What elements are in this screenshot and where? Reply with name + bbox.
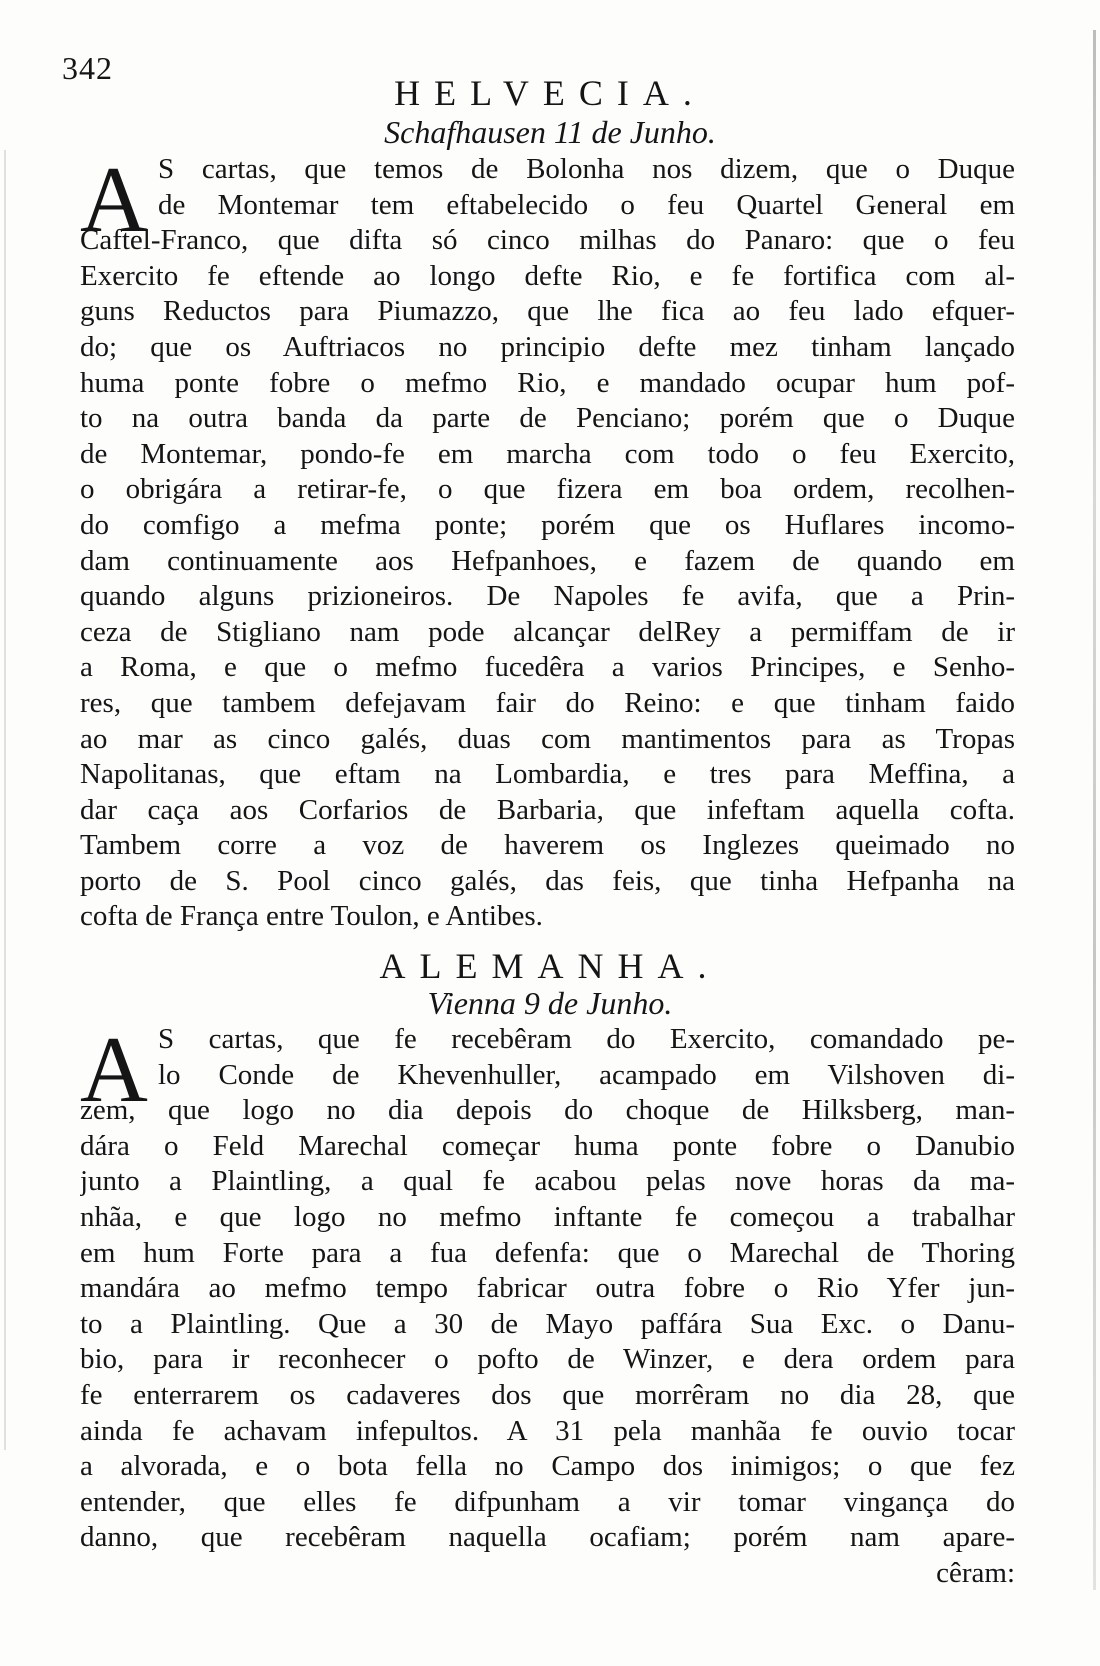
- text-line: cofta de França entre Toulon, e Antibes.: [80, 900, 543, 933]
- text-line: S cartas, que fe recebêram do Exercito, comandado pe-: [158, 1023, 1015, 1055]
- text-line: S cartas, que temos de Bolonha nos dizem, que o Duque: [158, 153, 1015, 185]
- text-line: junto a Plaintling, a qual fe acabou pelas nove horas da ma-: [80, 1165, 1015, 1198]
- section-title-helvecia: HELVECIA.: [394, 73, 706, 113]
- text-line: res, que tambem defejavam fair do Reino: e que tinham faido: [80, 686, 1015, 719]
- section-title-alemanha: ALEMANHA.: [379, 946, 721, 986]
- text-line: quando alguns prizioneiros. De Napoles fe avifa, que a Prin-: [80, 580, 1015, 613]
- text-line: a alvorada, e o bota fella no Campo dos inimigos; o que fez: [80, 1450, 1015, 1483]
- drop-cap-alemanha: A: [80, 1018, 148, 1122]
- text-line: em hum Forte para a fua defenfa: que o Marechal de Thoring: [80, 1236, 1015, 1269]
- text-line: ainda fe achavam infepultos. A 31 pela manhãa fe ouvio tocar: [80, 1414, 1015, 1447]
- text-line: danno, que recebêram naquella ocafiam; porém nam apare-: [80, 1521, 1015, 1554]
- text-line: zem, que logo no dia depois do choque de Hilksberg, man-: [80, 1094, 1015, 1127]
- text-line: ao mar as cinco galés, duas com mantimentos para as Tropas: [80, 722, 1015, 755]
- page-number: 342: [62, 50, 113, 86]
- page-gutter-shadow: [4, 150, 6, 1450]
- text-line: to na outra banda da parte de Penciano; porém que o Duque: [80, 402, 1015, 435]
- article-helvecia: [80, 148, 1015, 935]
- text-line: Exercito fe eftende ao longo defte Rio, e fe fortifica com al-: [80, 259, 1015, 292]
- text-line: o obrigára a retirar-fe, o que fizera em boa ordem, recolhen-: [80, 473, 1015, 506]
- text-line: Caftel-Franco, que difta só cinco milhas do Panaro: que o feu: [80, 224, 1015, 257]
- text-line: dam continuamente aos Hefpanhoes, e fazem de quando em: [80, 544, 1015, 577]
- text-line: entender, que elles fe difpunham a vir tomar vingança do: [80, 1485, 1015, 1518]
- article-alemanha: [80, 1018, 1015, 1592]
- text-line: dára o Feld Marechal começar huma ponte fobre o Danubio: [80, 1129, 1015, 1162]
- text-line: bio, para ir reconhecer o pofto de Winzer, e dera ordem para: [80, 1343, 1015, 1376]
- text-line: a Roma, e que o mefmo fucedêra a varios Principes, e Senho-: [80, 651, 1015, 684]
- text-line: porto de S. Pool cinco galés, das feis, que tinha Hefpanha na: [80, 864, 1015, 897]
- text-line: ceza de Stigliano nam pode alcançar delRey a permiffam de ir: [80, 615, 1015, 648]
- text-line: de Montemar tem eftabelecido o feu Quartel General em: [158, 188, 1015, 221]
- text-line: mandára ao mefmo tempo fabricar outra fobre o Rio Yfer jun-: [80, 1272, 1015, 1305]
- text-line: dar caça aos Corfarios de Barbaria, que infeftam aquella cofta.: [80, 793, 1015, 826]
- text-line: nhãa, e que logo no mefmo inftante fe começou a trabalhar: [80, 1200, 1015, 1233]
- text-line: Tambem corre a voz de haverem os Inglezes queimado no: [80, 829, 1015, 862]
- dateline-alemanha: Vienna 9 de Junho.: [427, 985, 673, 1021]
- text-line: de Montemar, pondo-fe em marcha com todo o feu Exercito,: [80, 437, 1015, 470]
- text-line: Napolitanas, que eftam na Lombardia, e tres para Meffina, a: [80, 758, 1015, 791]
- dateline-helvecia: Schafhausen 11 de Junho.: [384, 114, 716, 150]
- text-line: lo Conde de Khevenhuller, acampado em Vilshoven di-: [158, 1058, 1015, 1091]
- text-line: do; que os Auftriacos no principio defte mez tinham lançado: [80, 330, 1015, 363]
- text-line: do comfigo a mefma ponte; porém que os Huflares incomo-: [80, 508, 1015, 541]
- text-line: to a Plaintling. Que a 30 de Mayo paffára Sua Exc. o Danu-: [80, 1307, 1015, 1340]
- drop-cap-helvecia: A: [80, 148, 148, 252]
- text-line: fe enterrarem os cadaveres dos que morrêram no dia 28, que: [80, 1378, 1015, 1411]
- catchword: cêram:: [936, 1556, 1015, 1589]
- page-edge-shadow: [1093, 30, 1096, 1590]
- text-line: guns Reductos para Piumazzo, que lhe fica ao feu lado efquer-: [80, 295, 1015, 328]
- text-line: huma ponte fobre o mefmo Rio, e mandado ocupar hum pof-: [80, 366, 1015, 399]
